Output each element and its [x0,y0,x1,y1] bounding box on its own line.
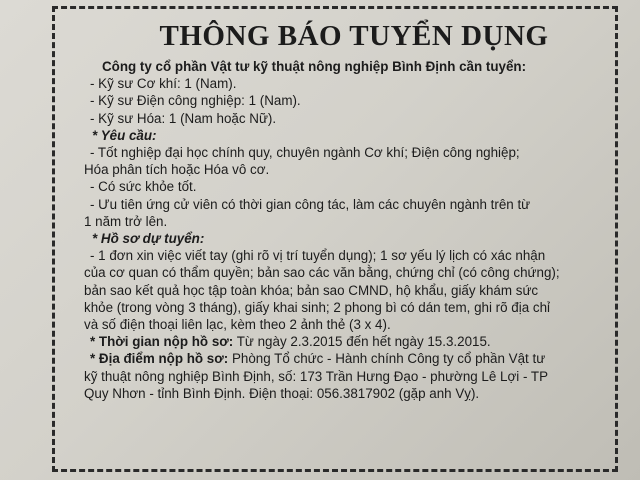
deadline-line [84,333,604,350]
dossier-line: - 1 đơn xin việc viết tay (ghi rõ vị trí tuyển dụng); 1 sơ yếu lý lịch có xác nhận [90,248,546,264]
location-detail: kỹ thuật nông nghiệp Bình Định, số: 173 Trần Hưng Đạo - phường Lê Lợi - TP [84,368,549,384]
requirement-line: - Ưu tiên ứng cử viên có thời gian công tác, làm các chuyên ngành trên từ [90,196,531,212]
requirement-line: - Có sức khỏe tốt. [90,179,197,195]
company-line: Công ty cổ phần Vật tư kỹ thuật nông nghiệp Bình Định cần tuyển: [102,59,527,74]
position-item: - Kỹ sư Hóa: 1 (Nam hoặc Nữ). [90,110,277,126]
dossier-line: của cơ quan có thẩm quyền; bản sao các văn bằng, chứng chỉ (có công chứng); [84,265,560,281]
notice-title: THÔNG BÁO TUYỂN DỤNG [159,20,549,52]
location-label: * Địa điểm nộp hồ sơ: [90,351,229,367]
position-item: - Kỹ sư Điện công nghiệp: 1 (Nam). [90,93,301,109]
deadline-value: Từ ngày 2.3.2015 đến hết ngày 15.3.2015. [233,334,491,350]
requirement-line: 1 năm trở lên. [84,213,168,229]
dossier-heading: * Hồ sơ dự tuyển: [92,231,205,247]
location-line [84,350,604,367]
requirement-line: - Tốt nghiệp đại học chính quy, chuyên ngành Cơ khí; Điện công nghiệp; [90,145,520,161]
position-item: - Kỹ sư Cơ khí: 1 (Nam). [90,76,237,92]
location-detail: Quy Nhơn - tỉnh Bình Định. Điện thoại: 056.3817902 (gặp anh Vỵ). [84,385,480,401]
requirement-line: Hóa phân tích hoặc Hóa vô cơ. [84,162,270,178]
location-value: Phòng Tổ chức - Hành chính Công ty cổ phần Vật tư [228,351,546,367]
deadline-label: * Thời gian nộp hồ sơ: [90,334,234,350]
dossier-line: và số điện thoại liên lạc, kèm theo 2 ảnh thẻ (3 x 4). [84,317,391,333]
dossier-line: khỏe (trong vòng 3 tháng), giấy khai sinh; 2 phong bì có dán tem, ghi rõ địa chỉ [84,299,550,315]
dossier-line: bản sao kết quả học tập toàn khóa; bản sao CMND, hộ khẩu, giấy khám sức [84,282,539,298]
requirements-heading: * Yêu cầu: [92,127,157,143]
job-notice [84,18,604,402]
